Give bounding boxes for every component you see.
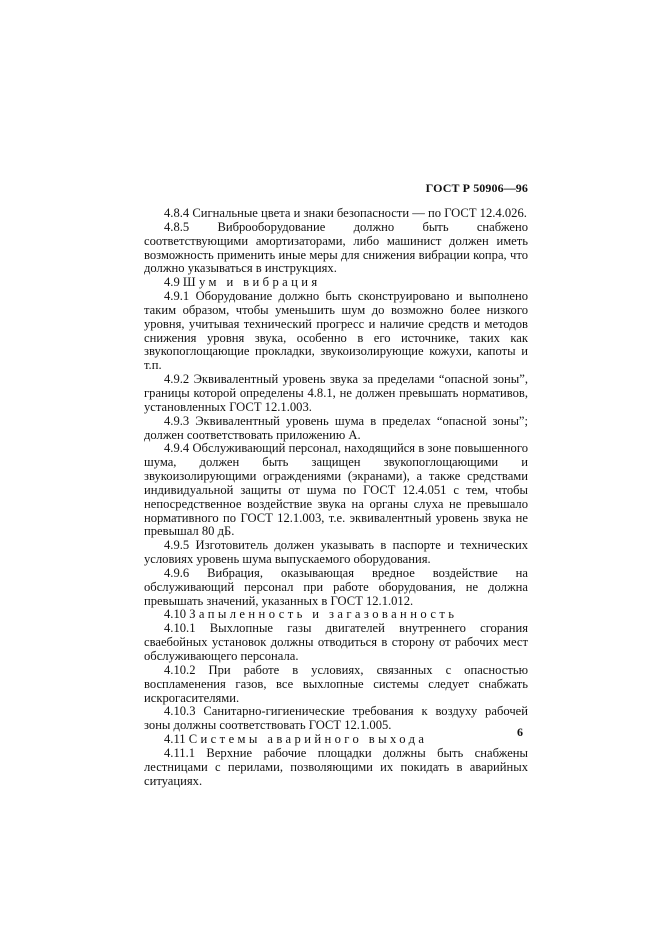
- section-title: Системы аварийного выхода: [188, 732, 428, 747]
- paragraph-4-9-6: 4.9.6 Вибрация, оказывающая вредное воздействие на обслуживающий персонал при работе оборудования, не должна превышать значений, указанных в ГОСТ 12.1.012.: [144, 565, 528, 608]
- paragraph-4-9-3: 4.9.3 Эквивалентный уровень шума в пределах “опасной зоны”; должен соответствовать приложению А.: [144, 413, 528, 442]
- page-number: 6: [517, 725, 523, 739]
- paragraph-4-10-3: 4.10.3 Санитарно-гигиенические требования к воздуху рабочей зоны должны соответствовать ГОСТ 12.1.005.: [144, 704, 528, 733]
- paragraph-4-8-5: 4.8.5 Виброоборудование должно быть снабжено соответствующими амортизаторами, либо машинист должен иметь возможность применить иные меры для снижения вибрации копра, что должно указываться в инструкциях.: [144, 219, 528, 276]
- paragraph-4-9-5: 4.9.5 Изготовитель должен указывать в паспорте и технических условиях уровень шума выпускаемого оборудования.: [144, 538, 528, 567]
- paragraph-4-10-2: 4.10.2 При работе в условиях, связанных с опасностью воспламенения газов, все выхлопные системы следует снабжать искрогасителями.: [144, 662, 528, 705]
- section-title: Запыленность и загазованность: [189, 607, 458, 622]
- section-number: 4.10: [164, 607, 187, 622]
- paragraph-4-8-4: 4.8.4 Сигнальные цвета и знаки безопасности — по ГОСТ 12.4.026.: [164, 206, 527, 220]
- section-heading-4-10: [144, 608, 528, 622]
- paragraph-4-11-1: 4.11.1 Верхние рабочие площадки должны быть снабжены лестницами с перилами, позволяющими их покидать в аварийных ситуациях.: [144, 745, 528, 788]
- section-heading-4-11: [144, 733, 528, 747]
- section-number: 4.11: [164, 732, 186, 747]
- paragraph-4-10-1: 4.10.1 Выхлопные газы двигателей внутреннего сгорания сваебойных установок должны отводиться в сторону от рабочих мест обслуживающего персонала.: [144, 621, 528, 663]
- paragraph-4-9-1: 4.9.1 Оборудование должно быть сконструировано и выполнено таким образом, чтобы уменьшить шум до возможно более низкого уровня, учитывая технический прогресс и наличие средств и методов снижения уровня звука, особенно в его источнике, таких как звукопоглощающие прокладки, звукоизолирующие кожухи, капоты и т.п.: [144, 289, 528, 373]
- section-heading-4-9: [144, 276, 528, 290]
- document-header: ГОСТ Р 50906—96: [425, 181, 528, 195]
- paragraph-4-9-2: 4.9.2 Эквивалентный уровень звука за пределами “опасной зоны”, границы которой определены 4.8.1, не должен превышать нормативов, установленных ГОСТ 12.1.003.: [144, 372, 528, 414]
- paragraph-4-9-4: 4.9.4 Обслуживающий персонал, находящийся в зоне повышенного шума, должен быть защищен звукопоглощающими и звукоизолирующими ограждениями (экранами), а также средствами индивидуальной защиты от шума по ГОСТ 12.4.051 с тем, чтобы непосредственное воздействие звука на органы слуха не превышало нормативного по ГОСТ 12.1.003, т.е. эквивалентный уровень звука не превышал 80 дБ.: [144, 441, 528, 539]
- document-body: [144, 207, 528, 788]
- section-number: 4.9: [164, 275, 180, 290]
- section-title: Шум и вибрация: [182, 275, 321, 290]
